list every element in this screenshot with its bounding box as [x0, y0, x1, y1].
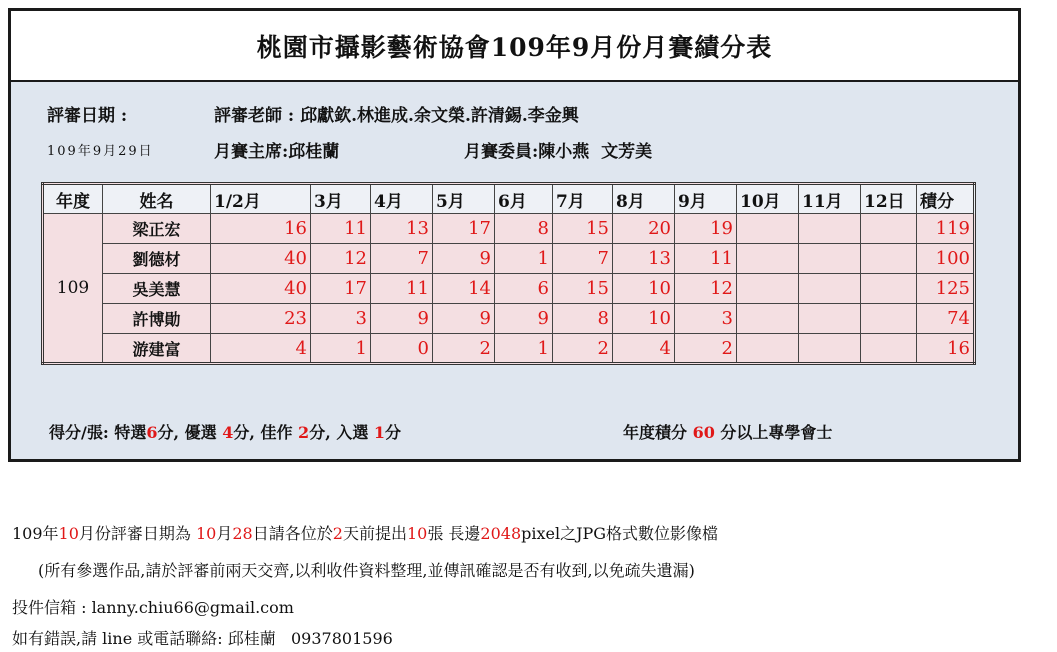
note-text: 張 長邊 — [427, 524, 481, 543]
total-cell: 100 — [917, 244, 975, 274]
rules-text: 分, 入選 — [309, 423, 374, 442]
score-cell: 15 — [553, 214, 613, 244]
score-cell: 17 — [433, 214, 495, 244]
total-cell: 16 — [917, 334, 975, 364]
scoring-rules — [49, 420, 401, 443]
score-cell: 9 — [433, 304, 495, 334]
note-highlight: 2048 — [480, 524, 522, 543]
score-cell — [861, 274, 917, 304]
member-name: 梁正宏 — [103, 214, 211, 244]
table-row — [43, 244, 975, 274]
next-judging-note — [12, 521, 718, 544]
score-cell: 16 — [211, 214, 311, 244]
selected-points: 1 — [373, 423, 386, 442]
score-cell: 4 — [211, 334, 311, 364]
score-cell: 3 — [675, 304, 737, 334]
score-cell: 13 — [613, 244, 675, 274]
score-cell: 11 — [311, 214, 371, 244]
score-cell: 2 — [675, 334, 737, 364]
rules-prefix: 得分/張: 特選 — [49, 423, 147, 442]
note-text: 天前提出 — [342, 524, 407, 543]
score-cell: 7 — [553, 244, 613, 274]
score-cell: 2 — [553, 334, 613, 364]
score-cell — [799, 274, 861, 304]
annual-suffix: 分以上專學會士 — [714, 423, 833, 442]
score-cell: 11 — [371, 274, 433, 304]
score-cell: 7 — [371, 244, 433, 274]
chairman: 月賽主席:邱桂蘭 — [214, 142, 340, 162]
score-cell: 13 — [371, 214, 433, 244]
score-cell: 19 — [675, 214, 737, 244]
note-highlight: 10 — [58, 524, 79, 543]
note-highlight: 10 — [196, 524, 217, 543]
score-table — [41, 182, 976, 365]
score-cell: 40 — [211, 244, 311, 274]
score-cell: 23 — [211, 304, 311, 334]
committee: 月賽委員:陳小燕 文芳美 — [464, 142, 653, 162]
rules-suffix: 分 — [385, 423, 402, 442]
header-month: 9月 — [675, 184, 737, 214]
table-row — [43, 214, 975, 244]
special-points: 6 — [146, 423, 158, 442]
member-name: 劉德材 — [103, 244, 211, 274]
member-name: 許博勛 — [103, 304, 211, 334]
score-cell: 9 — [371, 304, 433, 334]
score-cell: 1 — [495, 244, 553, 274]
judge-teachers: 評審老師 : 邱獻欽.林進成.余文榮.許清錫.李金興 — [214, 106, 579, 126]
score-cell — [799, 334, 861, 364]
score-cell: 10 — [613, 304, 675, 334]
rules-text: 分, 優選 — [157, 423, 223, 442]
note-text: pixel之JPG格式數位影像檔 — [521, 524, 719, 543]
note-text: 月 — [216, 524, 233, 543]
header-name: 姓名 — [103, 184, 211, 214]
score-cell — [799, 304, 861, 334]
score-cell: 1 — [495, 334, 553, 364]
header-month: 4月 — [371, 184, 433, 214]
note-text: 月份評審日期為 — [78, 524, 196, 543]
year-cell: 109 — [43, 214, 103, 364]
merit-points: 2 — [298, 423, 310, 442]
note-text: 日請各位於 — [252, 524, 333, 543]
total-cell: 119 — [917, 214, 975, 244]
header-total: 積分 — [917, 184, 975, 214]
score-cell: 20 — [613, 214, 675, 244]
header-month: 6月 — [495, 184, 553, 214]
score-cell — [799, 244, 861, 274]
submission-email: 投件信箱 : lanny.chiu66@gmail.com — [12, 598, 294, 617]
score-cell — [737, 304, 799, 334]
score-cell — [861, 334, 917, 364]
judge-date-value: 109年9月29日 — [47, 144, 154, 159]
annual-requirement — [623, 420, 832, 443]
annual-value: 60 — [692, 423, 715, 442]
table-row — [43, 334, 975, 364]
score-cell: 14 — [433, 274, 495, 304]
score-cell: 10 — [613, 274, 675, 304]
score-cell: 8 — [495, 214, 553, 244]
header-month: 1/2月 — [211, 184, 311, 214]
score-cell: 9 — [433, 244, 495, 274]
annual-prefix: 年度積分 — [623, 423, 693, 442]
header-month: 10月 — [737, 184, 799, 214]
score-cell: 17 — [311, 274, 371, 304]
score-cell: 40 — [211, 274, 311, 304]
header-month: 8月 — [613, 184, 675, 214]
total-cell: 125 — [917, 274, 975, 304]
header-month: 7月 — [553, 184, 613, 214]
judge-date-label: 評審日期 : — [47, 106, 128, 126]
score-cell: 11 — [675, 244, 737, 274]
score-cell: 0 — [371, 334, 433, 364]
note-text: 109年 — [12, 524, 59, 543]
score-cell — [861, 214, 917, 244]
table-row — [43, 274, 975, 304]
score-cell: 2 — [433, 334, 495, 364]
score-cell — [737, 334, 799, 364]
table-header-row — [43, 184, 975, 214]
score-cell — [737, 214, 799, 244]
header-year: 年度 — [43, 184, 103, 214]
score-cell — [737, 274, 799, 304]
page-title: 桃園市攝影藝術協會109年9月份月賽績分表 — [11, 11, 1018, 82]
score-cell: 3 — [311, 304, 371, 334]
note-highlight: 2 — [332, 524, 343, 543]
rules-text: 分, 佳作 — [233, 423, 299, 442]
note-highlight: 10 — [406, 524, 428, 543]
submission-note: (所有參選作品,請於評審前兩天交齊,以利收件資料整理,並傳訊確認是否有收到,以免疏失遺漏) — [38, 561, 695, 580]
score-cell — [861, 304, 917, 334]
score-cell: 15 — [553, 274, 613, 304]
score-cell: 1 — [311, 334, 371, 364]
score-cell: 9 — [495, 304, 553, 334]
score-cell: 4 — [613, 334, 675, 364]
member-name: 吳美慧 — [103, 274, 211, 304]
score-cell: 6 — [495, 274, 553, 304]
score-cell — [737, 244, 799, 274]
score-cell: 12 — [675, 274, 737, 304]
score-cell: 8 — [553, 304, 613, 334]
table-row — [43, 304, 975, 334]
header-month: 5月 — [433, 184, 495, 214]
score-cell — [861, 244, 917, 274]
score-panel — [8, 8, 1021, 462]
note-highlight: 28 — [232, 524, 253, 543]
score-cell — [799, 214, 861, 244]
contact-note: 如有錯誤,請 line 或電話聯絡: 邱桂蘭 0937801596 — [12, 629, 393, 648]
header-month: 12日 — [861, 184, 917, 214]
excellent-points: 4 — [222, 423, 234, 442]
member-name: 游建富 — [103, 334, 211, 364]
header-month: 3月 — [311, 184, 371, 214]
total-cell: 74 — [917, 304, 975, 334]
header-month: 11月 — [799, 184, 861, 214]
score-cell: 12 — [311, 244, 371, 274]
